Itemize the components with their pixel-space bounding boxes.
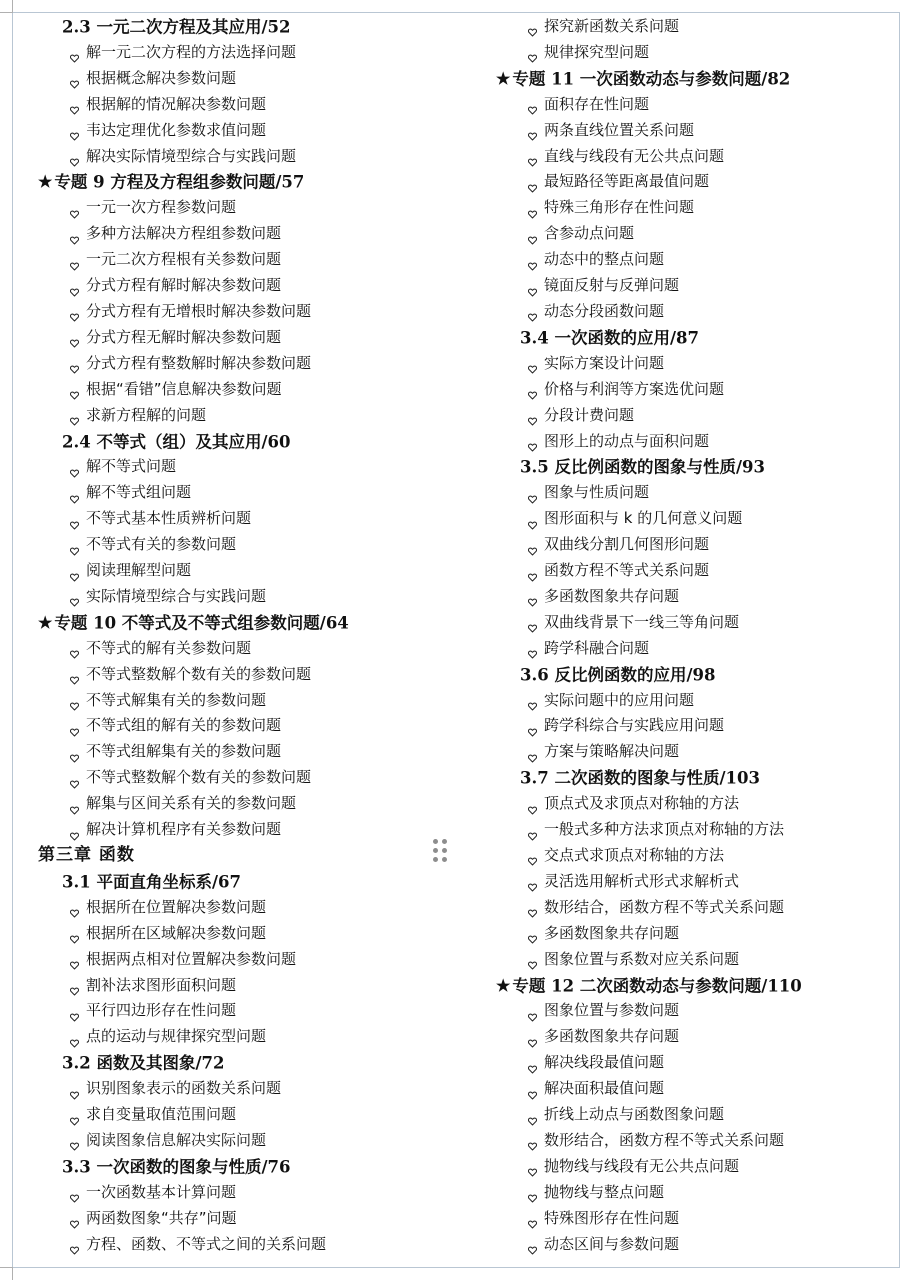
toc-entry-label: 一般式多种方法求顶点对称轴的方法 <box>544 820 785 839</box>
toc-entry-label: 阅读理解型问题 <box>86 561 192 580</box>
toc-entry-label: 阅读图象信息解决实际问题 <box>86 1130 267 1149</box>
heart-bullet-icon <box>528 383 537 392</box>
heart-bullet-icon <box>70 254 79 263</box>
toc-entry-label: 跨学科融合问题 <box>544 638 650 657</box>
toc-section-heading <box>496 765 912 791</box>
toc-item <box>496 195 912 221</box>
toc-item <box>38 1180 468 1206</box>
toc-item <box>38 765 468 791</box>
toc-item <box>38 506 468 532</box>
heart-bullet-icon <box>70 642 79 651</box>
toc-entry-label: 3.5 反比例函数的图象与性质/93 <box>520 457 765 477</box>
toc-entry-label: 直线与线段有无公共点问题 <box>544 146 725 165</box>
toc-section-heading <box>496 454 912 480</box>
toc-entry-label: 割补法求图形面积问题 <box>86 975 237 994</box>
toc-entry-label: 专题 10 不等式及不等式组参数问题/64 <box>54 613 349 633</box>
heart-bullet-icon <box>528 409 537 418</box>
toc-item <box>38 92 468 118</box>
toc-item <box>38 247 468 273</box>
heart-bullet-icon <box>528 1186 537 1195</box>
heart-bullet-icon <box>528 487 537 496</box>
toc-topic-heading <box>496 973 912 999</box>
toc-item <box>496 610 912 636</box>
heart-bullet-icon <box>70 1186 79 1195</box>
toc-entry-label: 不等式组的解有关的参数问题 <box>86 716 282 735</box>
toc-item <box>496 791 912 817</box>
toc-entry-label: 抛物线与线段有无公共点问题 <box>544 1156 740 1175</box>
heart-bullet-icon <box>70 383 79 392</box>
toc-entry-label: 3.2 函数及其图象/72 <box>62 1053 225 1073</box>
toc-entry-label: 跨学科综合与实践应用问题 <box>544 716 725 735</box>
toc-item <box>38 40 468 66</box>
toc-item <box>496 1102 912 1128</box>
toc-entry-label: 实际问题中的应用问题 <box>544 690 695 709</box>
toc-item <box>38 662 468 688</box>
toc-item <box>496 1206 912 1232</box>
toc-item <box>496 895 912 921</box>
toc-entry-label: 折线上动点与函数图象问题 <box>544 1105 725 1124</box>
toc-item <box>496 688 912 714</box>
toc-entry-label: 特殊图形存在性问题 <box>544 1208 680 1227</box>
toc-section-heading <box>38 1154 468 1180</box>
toc-entry-label: 点的运动与规律探究型问题 <box>86 1027 267 1046</box>
toc-item <box>496 299 912 325</box>
toc-item <box>38 584 468 610</box>
toc-item <box>496 118 912 144</box>
heart-bullet-icon <box>70 305 79 314</box>
toc-entry-label: 分式方程有解时解决参数问题 <box>86 276 282 295</box>
heart-bullet-icon <box>70 746 79 755</box>
toc-item <box>496 273 912 299</box>
heart-bullet-icon <box>70 1031 79 1040</box>
toc-entry-label: 方案与策略解决问题 <box>544 742 680 761</box>
page-corner-mark <box>0 0 13 13</box>
toc-topic-heading <box>38 169 468 195</box>
heart-bullet-icon <box>528 694 537 703</box>
heart-bullet-icon <box>528 1005 537 1014</box>
toc-entry-label: 灵活选用解析式形式求解析式 <box>544 871 740 890</box>
heart-bullet-icon <box>528 953 537 962</box>
toc-entry-label: 不等式的解有关参数问题 <box>86 638 252 657</box>
toc-entry-label: 解决实际情境型综合与实践问题 <box>86 146 297 165</box>
toc-item <box>496 869 912 895</box>
page-corner-mark <box>0 1267 13 1280</box>
toc-item <box>38 636 468 662</box>
heart-bullet-icon <box>70 539 79 548</box>
toc-entry-label: 平行四边形存在性问题 <box>86 1001 237 1020</box>
toc-entry-label: 多函数图象共存问题 <box>544 1027 680 1046</box>
toc-entry-label: 专题 9 方程及方程组参数问题/57 <box>54 172 305 192</box>
toc-item <box>38 558 468 584</box>
toc-item <box>496 40 912 66</box>
heart-bullet-icon <box>528 849 537 858</box>
toc-item <box>38 1102 468 1128</box>
toc-entry-label: 解一元二次方程的方法选择问题 <box>86 42 297 61</box>
heart-bullet-icon <box>528 565 537 574</box>
toc-entry-label: 实际方案设计问题 <box>544 353 665 372</box>
toc-item <box>496 14 912 40</box>
toc-entry-label: 不等式解集有关的参数问题 <box>86 690 267 709</box>
toc-item <box>38 1206 468 1232</box>
toc-item <box>38 325 468 351</box>
toc-entry-label: 不等式基本性质辨析问题 <box>86 509 252 528</box>
toc-entry-label: 一元一次方程参数问题 <box>86 198 237 217</box>
heart-bullet-icon <box>528 176 537 185</box>
toc-section-heading <box>38 14 468 40</box>
toc-item <box>496 713 912 739</box>
toc-item <box>38 273 468 299</box>
toc-entry-label: 专题 11 一次函数动态与参数问题/82 <box>512 69 791 89</box>
heart-bullet-icon <box>70 487 79 496</box>
heart-bullet-icon <box>528 1109 537 1118</box>
toc-item <box>38 1232 468 1258</box>
toc-entry-label: 第三章 函数 <box>38 845 135 865</box>
toc-item <box>38 144 468 170</box>
toc-item <box>496 1180 912 1206</box>
toc-item <box>496 636 912 662</box>
toc-entry-label: 解决面积最值问题 <box>544 1079 665 1098</box>
heart-bullet-icon <box>528 539 537 548</box>
toc-entry-label: 根据概念解决参数问题 <box>86 68 237 87</box>
toc-entry-label: 特殊三角形存在性问题 <box>544 198 695 217</box>
heart-bullet-icon <box>70 824 79 833</box>
heart-bullet-icon <box>70 694 79 703</box>
toc-entry-label: 含参动点问题 <box>544 224 635 243</box>
toc-item <box>38 351 468 377</box>
toc-entry-label: 不等式整数解个数有关的参数问题 <box>86 768 312 787</box>
heart-bullet-icon <box>528 590 537 599</box>
toc-section-heading <box>496 662 912 688</box>
toc-entry-label: 不等式有关的参数问题 <box>86 535 237 554</box>
toc-entry-label: 数形结合，函数方程不等式关系问题 <box>544 1130 785 1149</box>
toc-entry-label: 方程、函数、不等式之间的关系问题 <box>86 1234 327 1253</box>
toc-entry-label: 实际情境型综合与实践问题 <box>86 586 267 605</box>
toc-item <box>38 1076 468 1102</box>
heart-bullet-icon <box>70 927 79 936</box>
toc-item <box>496 921 912 947</box>
toc-entry-label: 专题 12 二次函数动态与参数问题/110 <box>512 976 802 996</box>
toc-entry-label: 抛物线与整点问题 <box>544 1182 665 1201</box>
heart-bullet-icon <box>70 720 79 729</box>
heart-bullet-icon <box>528 150 537 159</box>
heart-bullet-icon <box>528 280 537 289</box>
toc-item <box>496 403 912 429</box>
toc-entry-label: 多函数图象共存问题 <box>544 586 680 605</box>
toc-item <box>496 247 912 273</box>
toc-entry-label: 价格与利润等方案选优问题 <box>544 379 725 398</box>
toc-item <box>38 895 468 921</box>
toc-entry-label: 解决线段最值问题 <box>544 1053 665 1072</box>
toc-entry-label: 3.1 平面直角坐标系/67 <box>62 872 241 892</box>
heart-bullet-icon <box>70 280 79 289</box>
toc-item <box>38 221 468 247</box>
heart-bullet-icon <box>70 461 79 470</box>
heart-bullet-icon <box>70 953 79 962</box>
toc-item <box>496 843 912 869</box>
toc-entry-label: 两函数图象“共存”问题 <box>86 1208 237 1227</box>
heart-bullet-icon <box>70 150 79 159</box>
toc-item <box>38 739 468 765</box>
toc-entry-label: 解不等式组问题 <box>86 483 192 502</box>
toc-item <box>38 973 468 999</box>
toc-item <box>38 998 468 1024</box>
toc-item <box>38 195 468 221</box>
toc-entry-label: 动态区间与参数问题 <box>544 1234 680 1253</box>
heart-bullet-icon <box>70 1212 79 1221</box>
toc-topic-heading <box>38 610 468 636</box>
heart-bullet-icon <box>528 720 537 729</box>
heart-bullet-icon <box>528 357 537 366</box>
toc-item <box>496 584 912 610</box>
toc-entry-label: 3.7 二次函数的图象与性质/103 <box>520 768 760 788</box>
toc-item <box>38 947 468 973</box>
toc-entry-label: 顶点式及求顶点对称轴的方法 <box>544 794 740 813</box>
heart-bullet-icon <box>528 513 537 522</box>
toc-section-heading <box>38 429 468 455</box>
toc-entry-label: 动态中的整点问题 <box>544 250 665 269</box>
toc-entry-label: 最短路径等距离最值问题 <box>544 172 710 191</box>
heart-bullet-icon <box>70 202 79 211</box>
toc-entry-label: 分段计费问题 <box>544 405 635 424</box>
toc-item <box>38 713 468 739</box>
heart-bullet-icon <box>70 668 79 677</box>
heart-bullet-icon <box>528 1031 537 1040</box>
toc-entry-label: 一元二次方程根有关参数问题 <box>86 250 282 269</box>
toc-entry-label: 根据“看错”信息解决参数问题 <box>86 379 282 398</box>
toc-chapter-heading <box>38 843 468 869</box>
heart-bullet-icon <box>70 798 79 807</box>
heart-bullet-icon <box>528 46 537 55</box>
toc-item <box>496 169 912 195</box>
heart-bullet-icon <box>70 331 79 340</box>
heart-bullet-icon <box>70 772 79 781</box>
toc-item <box>38 118 468 144</box>
toc-item <box>496 817 912 843</box>
toc-item <box>496 144 912 170</box>
heart-bullet-icon <box>528 1057 537 1066</box>
toc-entry-label: 解不等式问题 <box>86 457 177 476</box>
toc-entry-label: 多种方法解决方程组参数问题 <box>86 224 282 243</box>
heart-bullet-icon <box>70 590 79 599</box>
toc-entry-label: 图象位置与系数对应关系问题 <box>544 949 740 968</box>
toc-item <box>38 688 468 714</box>
heart-bullet-icon <box>528 1160 537 1169</box>
heart-bullet-icon <box>528 1083 537 1092</box>
heart-bullet-icon <box>528 901 537 910</box>
heart-bullet-icon <box>528 124 537 133</box>
heart-bullet-icon <box>528 202 537 211</box>
heart-bullet-icon <box>528 642 537 651</box>
toc-entry-label: 3.4 一次函数的应用/87 <box>520 328 699 348</box>
black-star-icon: ★ <box>38 612 53 632</box>
toc-entry-label: 分式方程有无增根时解决参数问题 <box>86 301 312 320</box>
toc-item <box>38 403 468 429</box>
toc-entry-label: 图形面积与 k 的几何意义问题 <box>544 509 743 528</box>
toc-entry-label: 图象与性质问题 <box>544 483 650 502</box>
toc-entry-label: 解集与区间关系有关的参数问题 <box>86 794 297 813</box>
toc-item <box>496 532 912 558</box>
heart-bullet-icon <box>70 565 79 574</box>
toc-entry-label: 韦达定理优化参数求值问题 <box>86 120 267 139</box>
black-star-icon: ★ <box>38 172 53 192</box>
heart-bullet-icon <box>70 1134 79 1143</box>
toc-entry-label: 图象位置与参数问题 <box>544 1001 680 1020</box>
toc-item <box>38 532 468 558</box>
heart-bullet-icon <box>528 824 537 833</box>
heart-bullet-icon <box>528 228 537 237</box>
toc-item <box>496 1128 912 1154</box>
toc-section-heading <box>38 869 468 895</box>
toc-entry-label: 一次函数基本计算问题 <box>86 1182 237 1201</box>
heart-bullet-icon <box>70 1238 79 1247</box>
toc-section-heading <box>38 1050 468 1076</box>
toc-item <box>38 1024 468 1050</box>
toc-entry-label: 函数方程不等式关系问题 <box>544 561 710 580</box>
toc-item <box>38 377 468 403</box>
heart-bullet-icon <box>528 1134 537 1143</box>
toc-entry-label: 求新方程解的问题 <box>86 405 207 424</box>
toc-entry-label: 双曲线背景下一线三等角问题 <box>544 612 740 631</box>
heart-bullet-icon <box>70 72 79 81</box>
heart-bullet-icon <box>528 746 537 755</box>
heart-bullet-icon <box>70 98 79 107</box>
heart-bullet-icon <box>70 409 79 418</box>
toc-entry-label: 面积存在性问题 <box>544 94 650 113</box>
heart-bullet-icon <box>528 20 537 29</box>
toc-item <box>496 1050 912 1076</box>
heart-bullet-icon <box>528 254 537 263</box>
toc-entry-label: 不等式组解集有关的参数问题 <box>86 742 282 761</box>
black-star-icon: ★ <box>496 975 511 995</box>
toc-entry-label: 3.3 一次函数的图象与性质/76 <box>62 1157 291 1177</box>
heart-bullet-icon <box>70 979 79 988</box>
toc-item <box>496 480 912 506</box>
toc-entry-label: 探究新函数关系问题 <box>544 17 680 35</box>
toc-entry-label: 根据解的情况解决参数问题 <box>86 94 267 113</box>
heart-bullet-icon <box>70 46 79 55</box>
toc-entry-label: 规律探究型问题 <box>544 42 650 61</box>
toc-item <box>38 66 468 92</box>
drag-handle-icon[interactable] <box>430 839 450 869</box>
toc-item <box>496 377 912 403</box>
toc-item <box>496 506 912 532</box>
toc-entry-label: 求自变量取值范围问题 <box>86 1105 237 1124</box>
toc-entry-label: 动态分段函数问题 <box>544 301 665 320</box>
black-star-icon: ★ <box>496 68 511 88</box>
toc-item <box>496 221 912 247</box>
toc-section-heading <box>496 325 912 351</box>
toc-item <box>496 558 912 584</box>
toc-entry-label: 2.3 一元二次方程及其应用/52 <box>62 17 291 37</box>
toc-item <box>496 351 912 377</box>
heart-bullet-icon <box>528 1212 537 1221</box>
heart-bullet-icon <box>70 1005 79 1014</box>
toc-entry-label: 分式方程有整数解时解决参数问题 <box>86 353 312 372</box>
toc-item <box>38 1128 468 1154</box>
heart-bullet-icon <box>70 513 79 522</box>
toc-item <box>496 739 912 765</box>
toc-item <box>496 998 912 1024</box>
toc-item <box>496 429 912 455</box>
heart-bullet-icon <box>528 1238 537 1247</box>
heart-bullet-icon <box>528 305 537 314</box>
toc-entry-label: 多函数图象共存问题 <box>544 923 680 942</box>
heart-bullet-icon <box>70 357 79 366</box>
heart-bullet-icon <box>70 901 79 910</box>
toc-entry-label: 根据所在区域解决参数问题 <box>86 923 267 942</box>
toc-item <box>38 299 468 325</box>
toc-entry-label: 两条直线位置关系问题 <box>544 120 695 139</box>
toc-item <box>496 1076 912 1102</box>
toc-entry-label: 双曲线分割几何图形问题 <box>544 535 710 554</box>
toc-entry-label: 图形上的动点与面积问题 <box>544 431 710 450</box>
heart-bullet-icon <box>70 1109 79 1118</box>
toc-entry-label: 解决计算机程序有关参数问题 <box>86 820 282 839</box>
toc-entry-label: 不等式整数解个数有关的参数问题 <box>86 664 312 683</box>
toc-item <box>38 480 468 506</box>
toc-entry-label: 交点式求顶点对称轴的方法 <box>544 846 725 864</box>
heart-bullet-icon <box>70 1083 79 1092</box>
toc-entry-label: 根据两点相对位置解决参数问题 <box>86 949 297 968</box>
toc-entry-label: 分式方程无解时解决参数问题 <box>86 327 282 346</box>
toc-item <box>496 1024 912 1050</box>
toc-left-column <box>38 14 468 1258</box>
heart-bullet-icon <box>528 927 537 936</box>
toc-entry-label: 3.6 反比例函数的应用/98 <box>520 665 716 685</box>
toc-item <box>496 1232 912 1258</box>
toc-topic-heading <box>496 66 912 92</box>
heart-bullet-icon <box>528 435 537 444</box>
toc-entry-label: 数形结合，函数方程不等式关系问题 <box>544 897 785 916</box>
toc-entry-label: 根据所在位置解决参数问题 <box>86 897 267 916</box>
heart-bullet-icon <box>70 228 79 237</box>
heart-bullet-icon <box>528 798 537 807</box>
heart-bullet-icon <box>528 875 537 884</box>
heart-bullet-icon <box>528 98 537 107</box>
toc-item <box>496 92 912 118</box>
toc-entry-label: 2.4 不等式（组）及其应用/60 <box>62 432 291 452</box>
toc-item <box>38 454 468 480</box>
toc-item <box>496 947 912 973</box>
toc-item <box>38 791 468 817</box>
toc-entry-label: 镜面反射与反弹问题 <box>544 276 680 295</box>
toc-right-column <box>496 14 912 1258</box>
heart-bullet-icon <box>528 616 537 625</box>
toc-entry-label: 识别图象表示的函数关系问题 <box>86 1079 282 1098</box>
toc-item <box>38 921 468 947</box>
heart-bullet-icon <box>70 124 79 133</box>
toc-item <box>496 1154 912 1180</box>
toc-item <box>38 817 468 843</box>
